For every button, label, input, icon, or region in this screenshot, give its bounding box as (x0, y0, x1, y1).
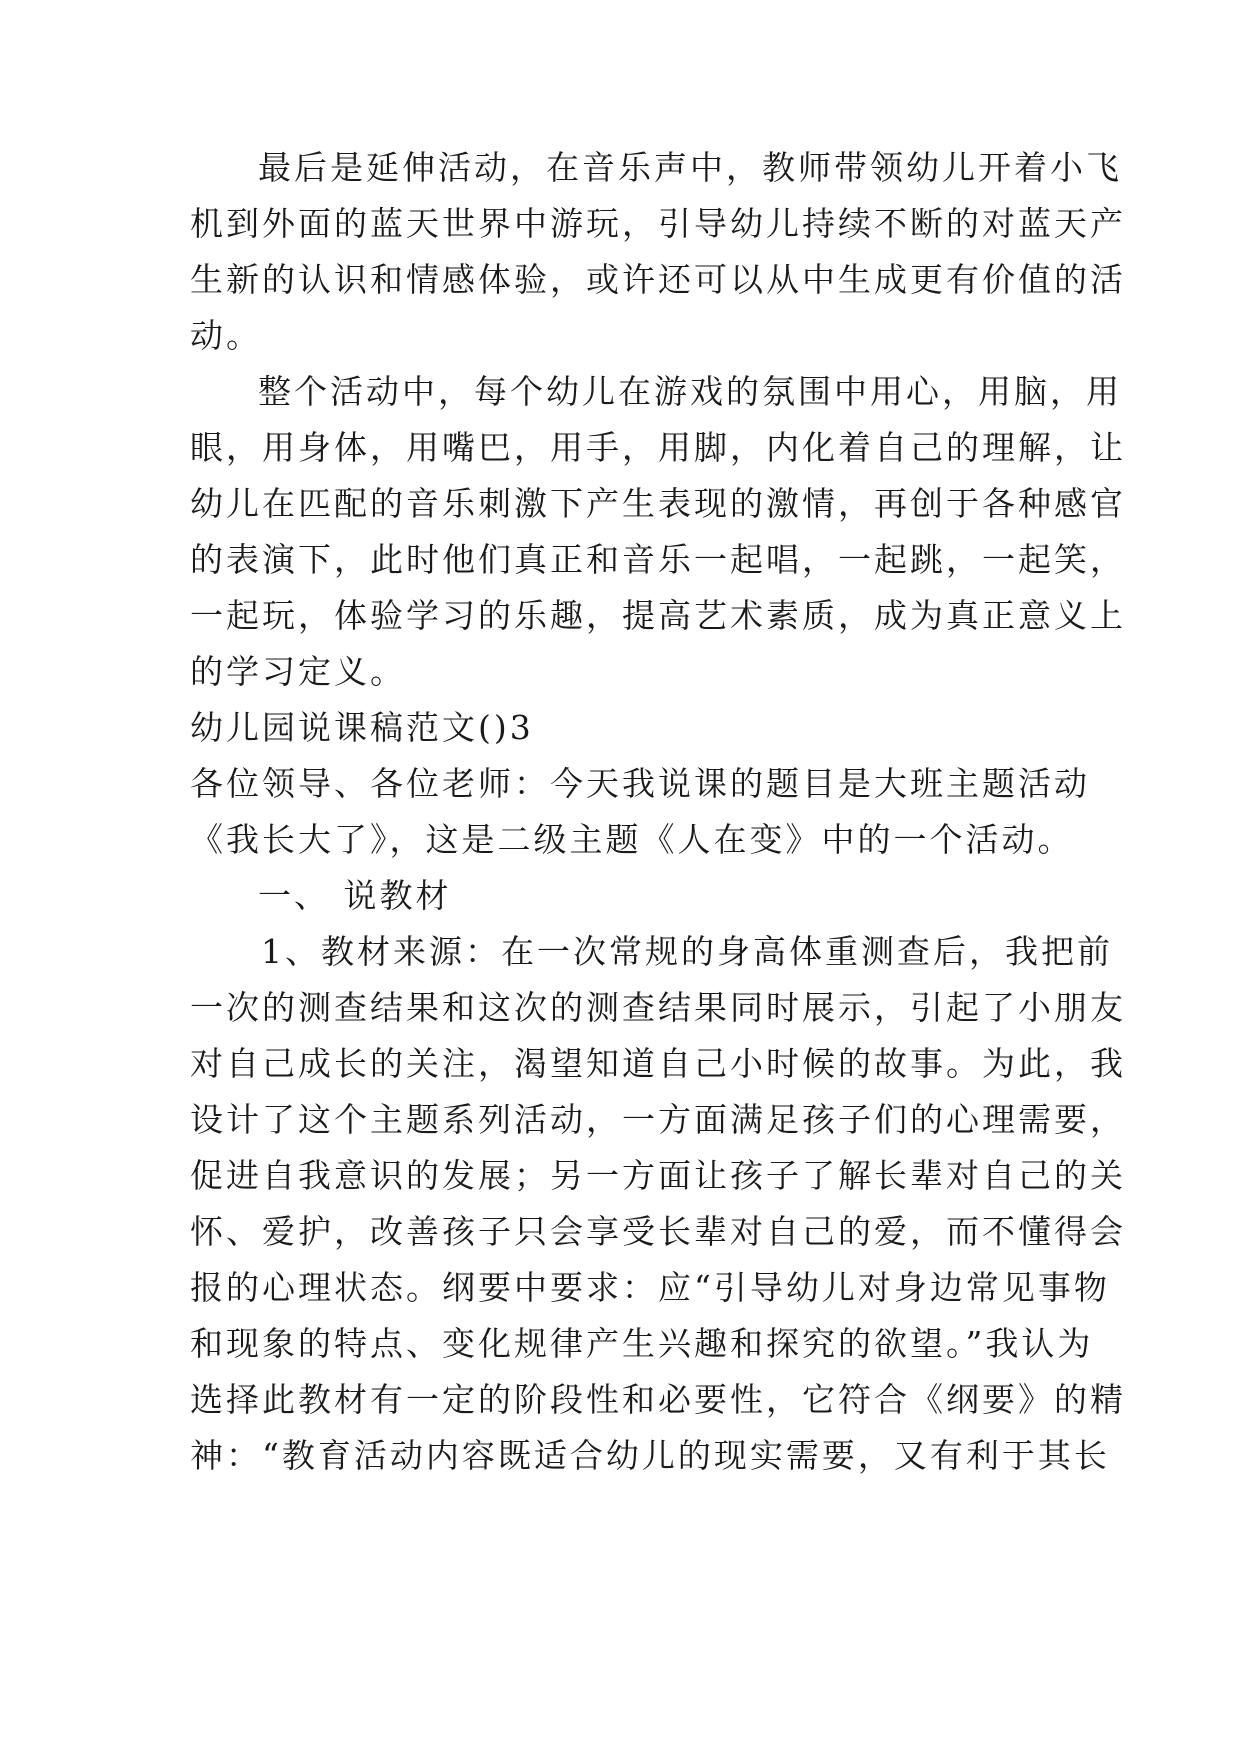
paragraph-line: 一次的测查结果和这次的测查结果同时展示，引起了小朋友 (190, 988, 1126, 1027)
paragraph-line: 各位领导、各位老师：今天我说课的题目是大班主题活动 (190, 764, 1090, 803)
paragraph-line: 的学习定义。 (190, 652, 406, 691)
section-heading: 幼儿园说课稿范文()3 (190, 708, 534, 747)
paragraph-line: 和现象的特点、变化规律产生兴趣和探究的欲望。”我认为 (190, 1324, 1094, 1363)
paragraph-line: 1、教材来源：在一次常规的身高体重测查后，我把前 (261, 932, 1113, 971)
paragraph-line: 眼，用身体，用嘴巴，用手，用脚，内化着自己的理解，让 (190, 428, 1126, 467)
paragraph-line: 幼儿在匹配的音乐刺激下产生表现的激情，再创于各种感官 (190, 484, 1126, 523)
paragraph-line: 促进自我意识的发展；另一方面让孩子了解长辈对自己的关 (190, 1156, 1126, 1195)
paragraph-line: 最后是延伸活动，在音乐声中，教师带领幼儿开着小飞 (258, 148, 1122, 187)
paragraph-line: 的表演下，此时他们真正和音乐一起唱，一起跳，一起笑， (190, 540, 1126, 579)
paragraph-line: 神：“教育活动内容既适合幼儿的现实需要，又有利于其长 (190, 1436, 1110, 1475)
paragraph-line: 《我长大了》，这是二级主题《人在变》中的一个活动。 (190, 820, 1074, 859)
paragraph-line: 怀、爱护，改善孩子只会享受长辈对自己的爱，而不懂得会 (190, 1212, 1126, 1251)
paragraph-line: 报的心理状态。纲要中要求：应“引导幼儿对身边常见事物 (190, 1268, 1110, 1307)
paragraph-line: 选择此教材有一定的阶段性和必要性，它符合《纲要》的精 (190, 1380, 1126, 1419)
paragraph-line: 设计了这个主题系列活动，一方面满足孩子们的心理需要， (190, 1100, 1126, 1139)
paragraph-line: 整个活动中，每个幼儿在游戏的氛围中用心，用脑，用 (258, 372, 1122, 411)
paragraph-line: 机到外面的蓝天世界中游玩，引导幼儿持续不断的对蓝天产 (190, 204, 1126, 243)
subsection-heading: 一、 说教材 (258, 876, 452, 915)
paragraph-line: 对自己成长的关注，渴望知道自己小时候的故事。为此，我 (190, 1044, 1126, 1083)
paragraph-line: 动。 (190, 316, 262, 355)
paragraph-line: 一起玩，体验学习的乐趣，提高艺术素质，成为真正意义上 (190, 596, 1126, 635)
paragraph-line: 生新的认识和情感体验，或许还可以从中生成更有价值的活 (190, 260, 1126, 299)
